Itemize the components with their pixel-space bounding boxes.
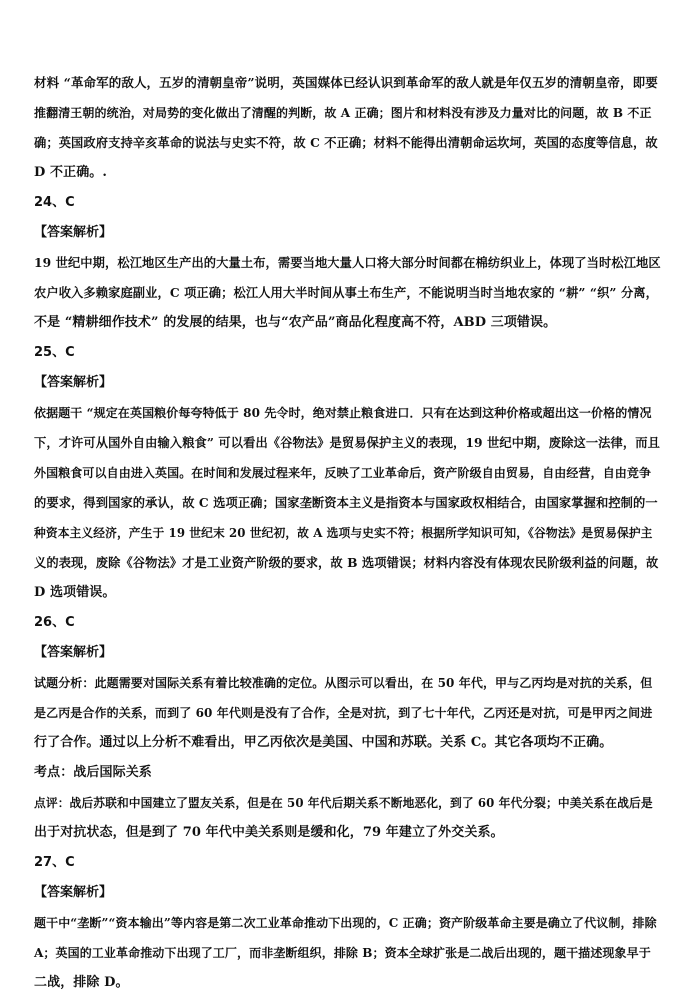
text-line: 的要求，得到国家的承认，故 C 选项正确；国家垄断资本主义是指资本与国家政权相结合，由国家掌握和控制的一 [34, 495, 658, 510]
text-line: 出于对抗状态，但是到了 70 年代中美关系则是缓和化，79 年建立了外交关系。 [34, 825, 504, 840]
text-line: 依据题干 “规定在英国粮价每夸特低于 80 先令时，绝对禁止粮食进口．只有在达到这种价格或超出这一价格的情况 [34, 406, 652, 420]
answer-analysis-heading-27: 【答案解析】 [34, 885, 113, 900]
question-number-26: 26、C [34, 615, 75, 630]
text-line: 下，才许可从国外自由输入粮食” 可以看出《谷物法》是贸易保护主义的表现，19 世纪中期，废除这一法律，而且 [34, 435, 660, 450]
text-line: 不是 “精耕细作技术” 的发展的结果，也与“农产品”商品化程度高不符，ABD 三项错误。 [34, 315, 557, 330]
answer-23-explanation-continued [34, 68, 662, 188]
question-number-24: 24、C [34, 195, 75, 210]
text-line: 二战，排除 D。 [34, 975, 129, 990]
text-line: 确；英国政府支持辛亥革命的说法与史实不符，故 C 不正确；材料不能得出清朝命运坎坷，英国的态度等信息，故 [34, 135, 658, 150]
text-line: 是乙丙是合作的关系，而到了 60 年代则是没有了合作，全是对抗，到了七十年代，乙丙还是对抗，可是甲丙之间进 [34, 706, 653, 720]
text-line: 农户收入多赖家庭副业，C 项正确；松江人用大半时间从事土布生产，不能说明当时当地农家的 “耕” “织” 分离， [34, 285, 658, 300]
text-line: 19 世纪中期，松江地区生产出的大量土布，需要当地大量人口将大部分时间都在棉纺织业上，体现了当时松江地区 [34, 255, 661, 270]
text-line: 题干中“垄断”“资本输出”等内容是第二次工业革命推动下出现的，C 正确；资产阶级革命主要是确立了代议制，排除 [34, 916, 657, 930]
text-line: D 不正确。. [34, 165, 108, 180]
text-line: A；英国的工业革命推动下出现了工厂，而非垄断组织，排除 B；资本全球扩张是二战后出现的，题干描述现象早于 [34, 946, 651, 960]
text-line: 考点：战后国际关系 [34, 765, 152, 780]
answer-27-explanation [34, 908, 662, 998]
question-number-27: 27、C [34, 855, 75, 870]
answer-document [34, 68, 662, 998]
question-number-25: 25、C [34, 345, 75, 360]
text-line: D 选项错误。 [34, 585, 116, 600]
answer-26-explanation [34, 668, 662, 848]
text-line: 种资本主义经济，产生于 19 世纪末 20 世纪初，故 A 选项与史实不符；根据所学知识可知，《谷物法》是贸易保护主 [34, 526, 653, 540]
text-line: 点评：战后苏联和中国建立了盟友关系，但是在 50 年代后期关系不断地恶化，到了 60 年代分裂；中美关系在战后是 [34, 796, 653, 810]
text-line: 推翻清王朝的统治，对局势的变化做出了清醒的判断，故 A 正确；图片和材料没有涉及力量对比的问题，故 B 不正 [34, 106, 652, 120]
text-line: 行了合作。通过以上分析不难看出，甲乙丙依次是美国、中国和苏联。关系 C。其它各项均不正确。 [34, 735, 613, 750]
answer-24-explanation [34, 248, 662, 338]
text-line: 试题分析：此题需要对国际关系有着比较准确的定位。从图示可以看出，在 50 年代，甲与乙丙均是对抗的关系，但 [34, 676, 653, 690]
answer-analysis-heading-26: 【答案解析】 [34, 645, 113, 660]
text-line: 外国粮食可以自由进入英国。在时间和发展过程来年，反映了工业革命后，资产阶级自由贸易，自由经营，自由竞争 [34, 466, 652, 480]
answer-25-explanation [34, 398, 662, 608]
answer-analysis-heading-25: 【答案解析】 [34, 375, 113, 390]
answer-analysis-heading-24: 【答案解析】 [34, 225, 113, 240]
text-line: 材料 “革命军的敌人，五岁的清朝皇帝”说明，英国媒体已经认识到革命军的敌人就是年仅五岁的清朝皇帝，即要 [34, 75, 658, 90]
text-line: 义的表现，废除《谷物法》才是工业资产阶级的要求，故 B 选项错误；材料内容没有体现农民阶级利益的问题，故 [34, 555, 659, 570]
